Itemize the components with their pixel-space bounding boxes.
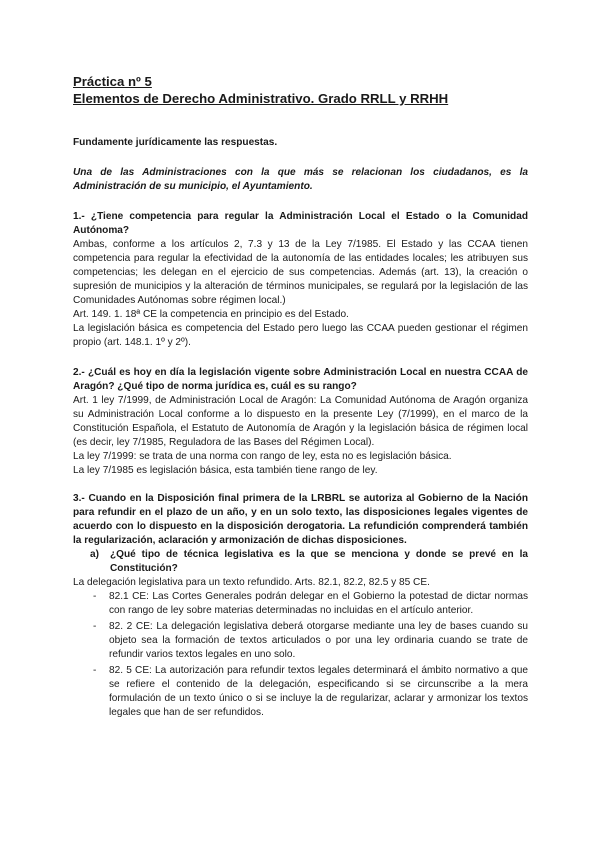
bullet-dash: - [93,591,97,602]
q3-answer: La delegación legislativa para un texto refundido. Arts. 82.1, 82.2, 82.5 y 85 CE. [73,577,430,588]
practice-title: Práctica nº 5 [73,74,152,89]
list-item-text: 82. 2 CE: La delegación legislativa deberá otorgarse mediante una ley de bases cuando su objeto sea la formación de textos articulados o por una ley ordinaria cuando se trate de refundir varios textos legales en uno solo. [109,621,528,660]
question-3a [73,548,528,576]
list-item [93,664,528,720]
list-item [93,590,528,618]
list-item-text: 82. 5 CE: La autorización para refundir textos legales determinará el ámbito normativo a que se refiere el contenido de la delegación, especificando si se circunscribe a la mera formulación de un texto único o si se incluye la de regularizar, aclarar y armonizar los textos legales que han de ser refundidos. [109,665,528,718]
q1-answer-1: Ambas, conforme a los artículos 2, 7.3 y 13 de la Ley 7/1985. El Estado y las CCAA tienen competencia para regular la efectividad de la autonomía de las entidades locales; les atribuyen sus competencias; les delegan en el ejercicio de sus competencias. Además (art. 13), la creación o supresión de municipios y la alteración de términos municipales, se regulará por la legislación de las Comunidades Autónomas sobre régimen local.) [73,239,528,306]
q2-answer-1: Art. 1 ley 7/1999, de Administración Local de Aragón: La Comunidad Autónoma de Aragón organiza su Administración Local conforme a lo dispuesto en la presente Ley (7/1999), en el marco de la Constitución Española, el Estatuto de Autonomía de Aragón y la legislación básica de régimen local (es decir, ley 7/1985, Reguladora de las Bases del Régimen Local). [73,395,528,448]
list-item-text: 82.1 CE: Las Cortes Generales podrán delegar en el Gobierno la potestad de dictar normas con rango de ley sobre materias determinadas no incluidas en el artículo anterior. [109,591,528,616]
bullet-dash: - [93,665,97,676]
question-2: 2.- ¿Cuál es hoy en día la legislación vigente sobre Administración Local en nuestra CCAA de Aragón? ¿Qué tipo de norma jurídica es, cuál es su rango? [73,367,528,392]
q2-answer-2: La ley 7/1999: se trata de una norma con rango de ley, esta no es legislación básica. [73,451,452,462]
document-content [73,73,528,722]
article-list [73,590,528,720]
question-3: 3.- Cuando en la Disposición final primera de la LRBRL se autoriza al Gobierno de la Nación para refundir en el plazo de un año, y en un solo texto, las disposiciones legales vigentes de acuerdo con lo dispuesto en la disposición derogatoria. La refundición comprenderá también la regularización, aclaración y armonización de dichas disposiciones. [73,493,528,546]
q1-answer-3: La legislación básica es competencia del Estado pero luego las CCAA pueden gestionar el régimen propio (art. 148.1. 1º y 2º). [73,323,528,348]
sub-question-text: ¿Qué tipo de técnica legislativa es la que se menciona y donde se prevé en la Constitución? [110,549,528,574]
intro-text: Una de las Administraciones con la que más se relacionan los ciudadanos, es la Administración de su municipio, el Ayuntamiento. [73,167,528,192]
course-title: Elementos de Derecho Administrativo. Grado RRLL y RRHH [73,91,449,106]
q1-answer-2: Art. 149. 1. 18ª CE la competencia en principio es del Estado. [73,309,349,320]
question-1: 1.- ¿Tiene competencia para regular la Administración Local el Estado o la Comunidad Autónoma? [73,211,528,236]
instruction-text: Fundamente jurídicamente las respuestas. [73,137,278,148]
q2-answer-3: La ley 7/1985 es legislación básica, esta también tiene rango de ley. [73,465,378,476]
bullet-dash: - [93,621,97,632]
list-item [93,620,528,662]
sub-question-marker: a) [90,549,99,560]
